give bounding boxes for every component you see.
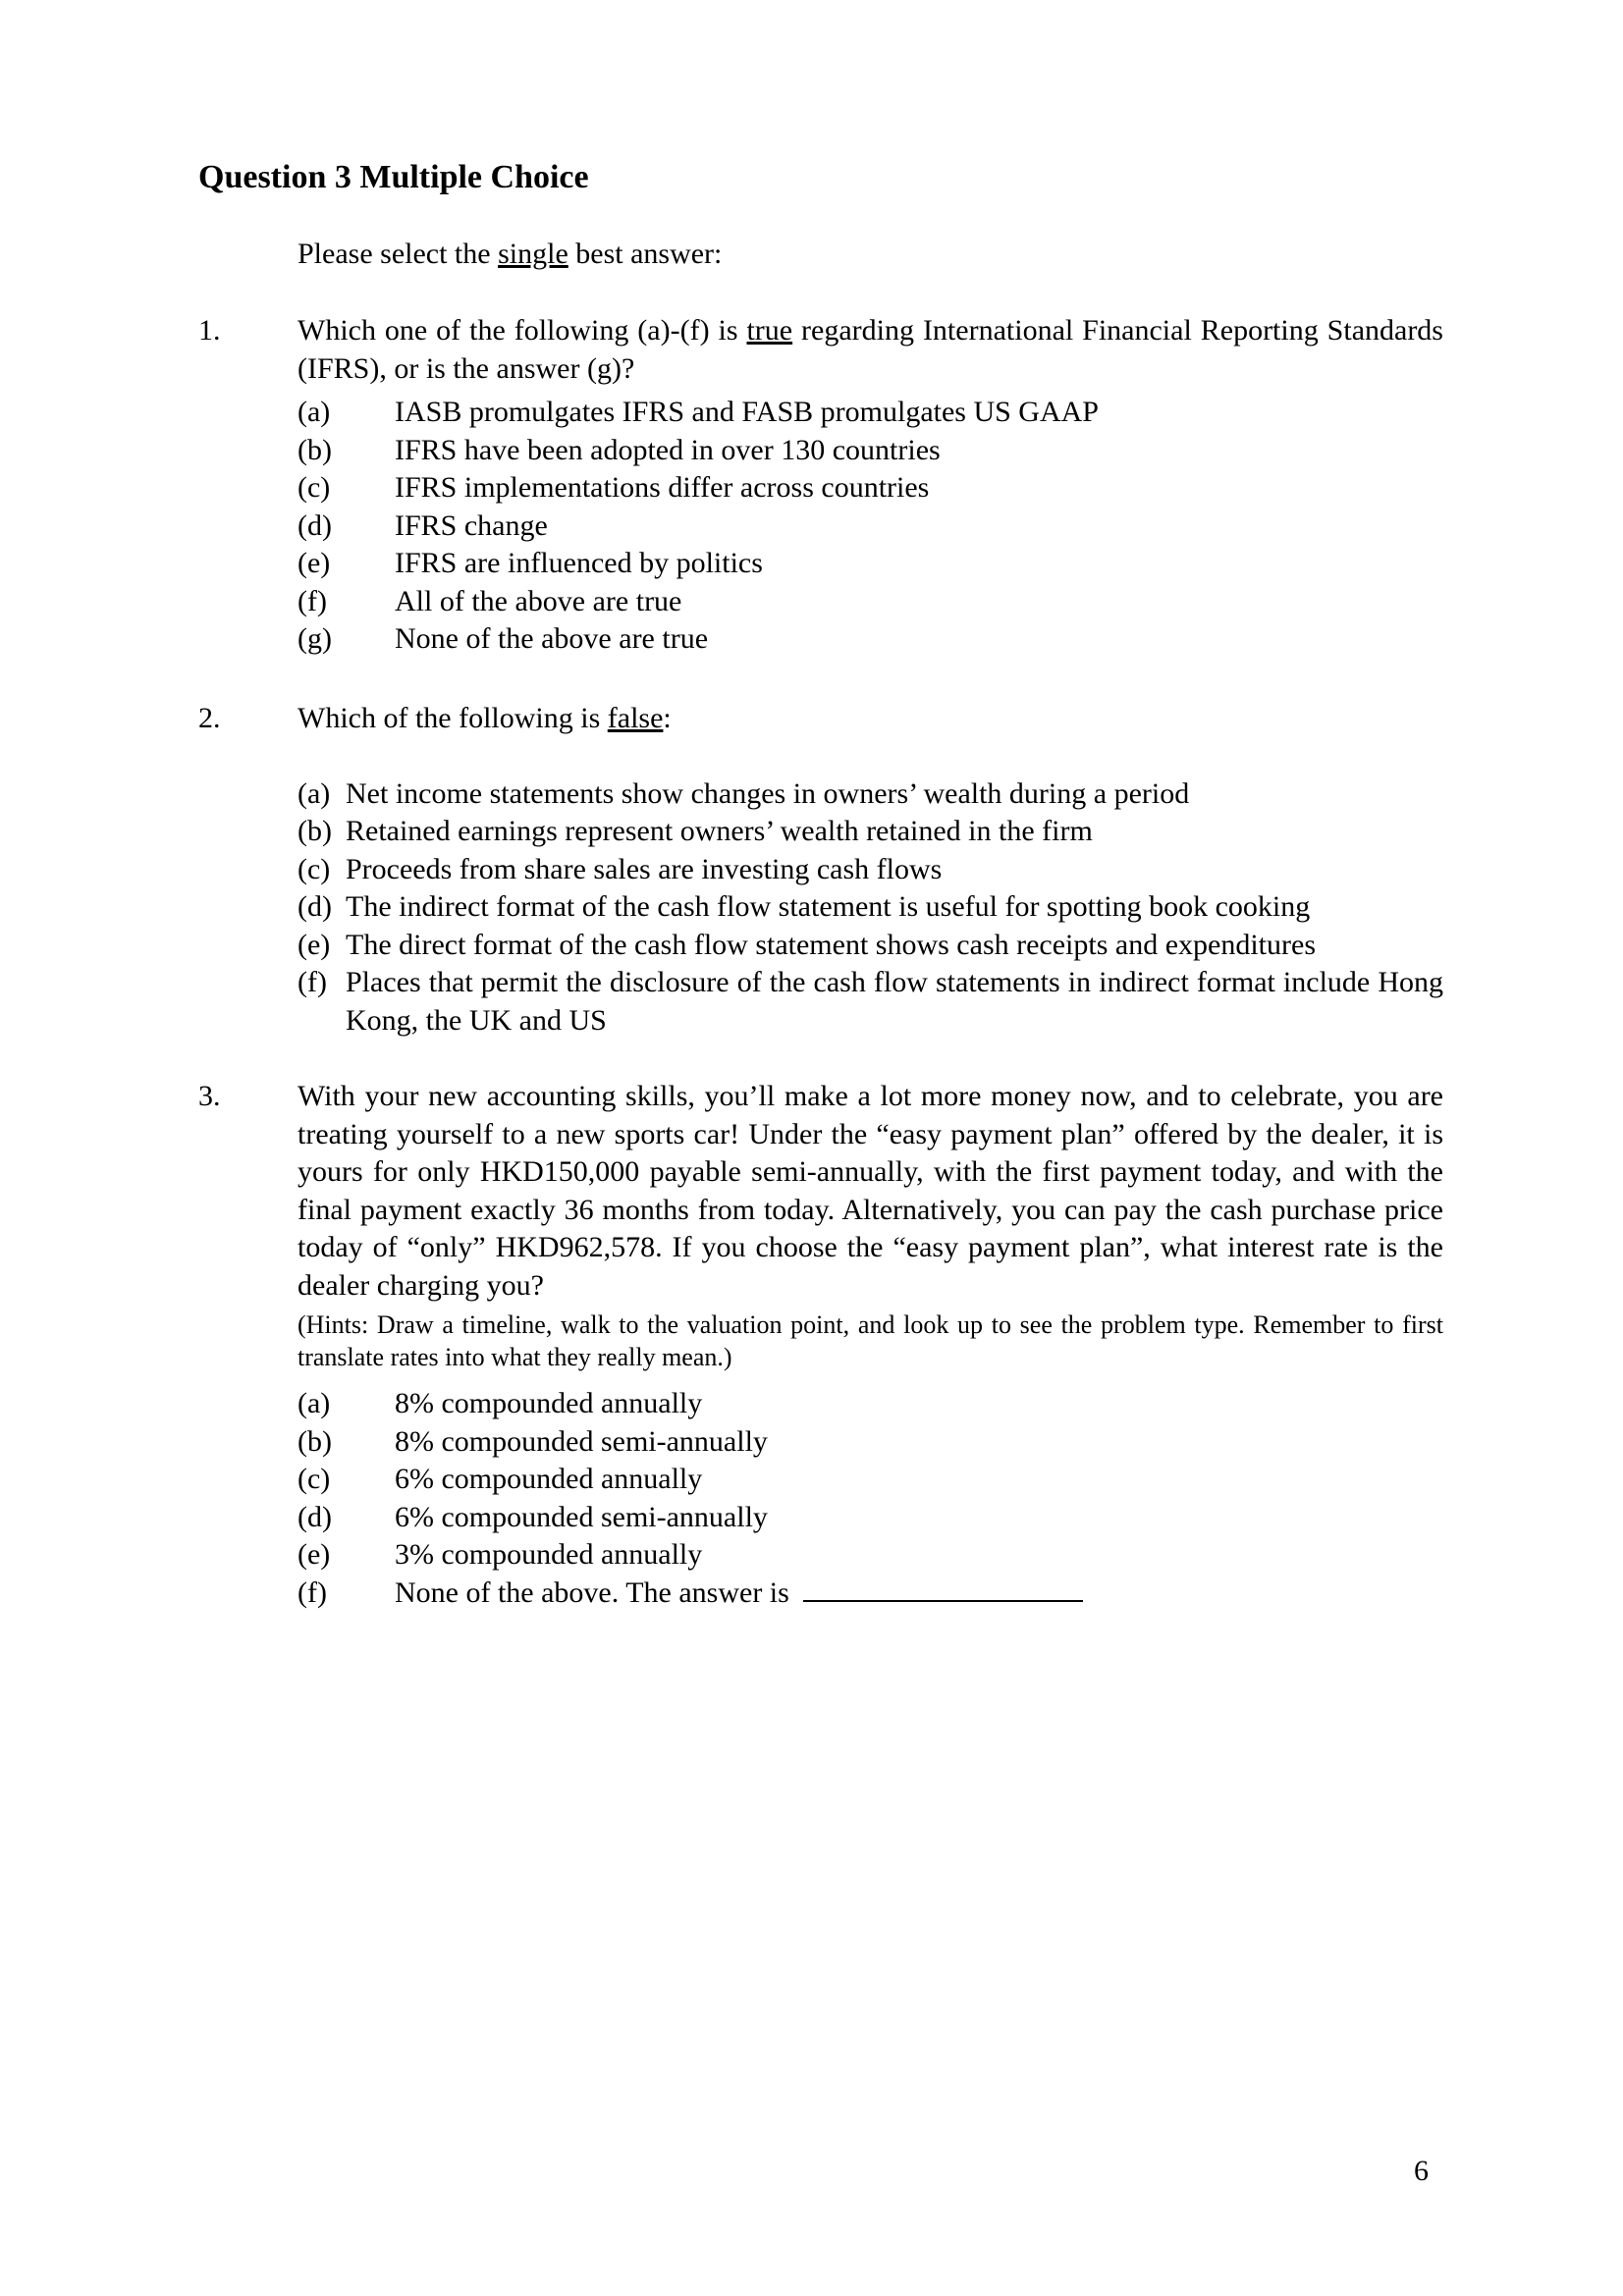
option [298,927,1443,965]
question-3-stem: With your new accounting skills, you’ll make a lot more money now, and to celebrate, you are treating yourself to a new sports car! Under the “easy payment plan” offered by the dealer, it is yours for only HKD150,000 payable semi-annually, with the first payment today, and with the final payment exactly 36 months from today. Alternatively, you can pay the cash purchase price today of “only” HKD962,578. If you choose the “easy payment plan”, what interest rate is the dealer charging you? [298,1080,1443,1302]
option-label: (g) [298,622,332,655]
option [298,507,1443,546]
option [298,1423,1443,1462]
question-1-options [298,394,1443,659]
option [298,1536,1443,1575]
question-1-number: 1. [198,314,221,347]
option [298,583,1443,621]
option-label: (a) [298,776,331,810]
option [298,1499,1443,1537]
option-label: (d) [298,1500,332,1533]
instruction-text-end: best answer: [568,238,723,270]
question-3-hint: (Hints: Draw a timeline, walk to the valuation point, and look up to see the problem type. Remember to first translate rates into what they really mean.) [298,1310,1443,1371]
option-label: (b) [298,433,332,466]
instruction-emphasis: single [498,238,568,270]
option-label: (e) [298,928,331,961]
option-label: (b) [298,1424,332,1458]
option-label: (a) [298,1387,331,1419]
option-text: 8% compounded annually [395,1387,703,1419]
instruction [298,236,1443,274]
option-text: 6% compounded annually [395,1463,703,1495]
stem-emphasis: false [607,702,664,734]
option-label: (e) [298,1538,331,1571]
option-label: (f) [298,966,327,998]
option [298,851,1443,889]
option [298,1385,1443,1423]
section-title: Question 3 Multiple Choice [198,159,589,195]
option-label: (b) [298,815,332,847]
option-text: IFRS have been adopted in over 130 countries [395,433,941,466]
option-text: All of the above are true [395,584,682,617]
option-text: IFRS change [395,508,548,542]
option-text: The direct format of the cash flow statement shows cash receipts and expenditures [346,928,1316,961]
option-text: Proceeds from share sales are investing cash flows [346,852,943,885]
option-label: (f) [298,584,327,617]
option-text: 6% compounded semi-annually [395,1500,768,1533]
question-3 [298,1078,1443,1612]
option [298,394,1443,432]
stem-text: Which one of the following (a)-(f) is [298,314,747,347]
option [298,775,1443,814]
stem-emphasis: true [746,314,793,347]
question-2 [298,700,1443,1040]
option-text: The indirect format of the cash flow statement is useful for spotting book cooking [346,890,1311,923]
option-label: (c) [298,1463,331,1495]
question-1-stem [298,312,1443,388]
question-3-number: 3. [198,1080,221,1112]
option [298,469,1443,507]
option-text-with-blank [395,1575,1083,1613]
answer-blank-line [803,1575,1083,1602]
option-text: IFRS implementations differ across countries [395,471,930,504]
question-3-options [298,1385,1443,1612]
option-label: (d) [298,508,332,542]
option-label: (d) [298,890,332,923]
option-label: (c) [298,471,331,504]
stem-text-end: : [663,702,672,734]
option [298,432,1443,470]
option-label: (e) [298,547,331,579]
instruction-text: Please select the [298,238,499,270]
stem-text-end: regarding International Financial Reporting Standards (IFRS), or is the answer (g)? [298,314,1443,385]
option-label: (a) [298,396,331,428]
question-1 [298,312,1443,659]
option [298,888,1443,927]
option [298,813,1443,851]
option [298,545,1443,583]
option-text: None of the above are true [395,622,709,655]
option [298,620,1443,659]
question-2-number: 2. [198,702,221,734]
option [298,1575,1443,1613]
option-label: (f) [298,1575,327,1609]
option-label: (c) [298,852,331,885]
question-2-options [298,775,1443,1041]
option [298,1461,1443,1499]
stem-text: Which of the following is [298,702,608,734]
option-text: None of the above. The answer is [395,1575,789,1609]
option-text: Net income statements show changes in owners’ wealth during a period [346,776,1190,810]
option-text: Places that permit the disclosure of the cash flow statements in indirect format include Hong Kong, the UK and US [346,966,1443,1037]
page-number: 6 [1414,2155,1429,2187]
question-2-stem [298,700,1443,738]
option [298,964,1443,1040]
option-text: IASB promulgates IFRS and FASB promulgates US GAAP [395,396,1099,428]
option-text: Retained earnings represent owners’ wealth retained in the firm [346,815,1093,847]
option-text: 3% compounded annually [395,1538,703,1571]
option-text: IFRS are influenced by politics [395,547,763,579]
option-text: 8% compounded semi-annually [395,1424,768,1458]
